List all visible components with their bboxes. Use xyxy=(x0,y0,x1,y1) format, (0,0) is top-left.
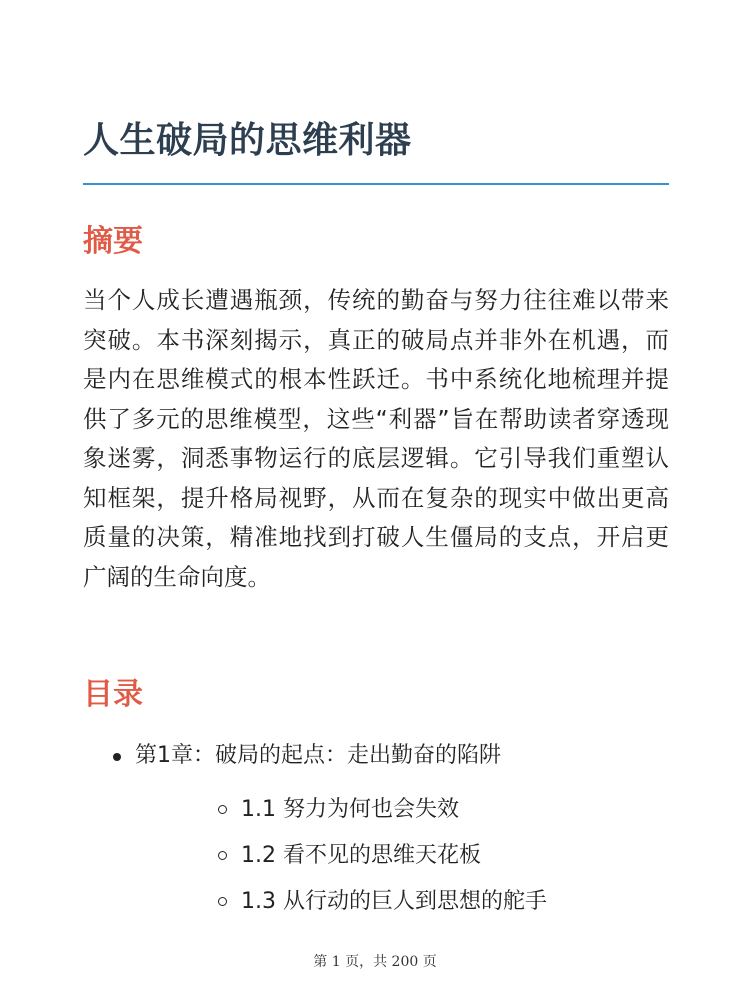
toc-chapter-1 xyxy=(83,733,669,925)
toc-section-1-3 xyxy=(135,879,669,925)
abstract-heading: 摘要 xyxy=(83,224,143,259)
abstract-paragraph: 当个人成长遭遇瓶颈，传统的勤奋与努力往往难以带来突破。本书深刻揭示，真正的破局点并非外在机遇，而是内在思维模式的根本性跃迁。书中系统化地梳理并提供了多元的思维模型，这些“利器”旨在帮助读者穿透现象迷雾，洞悉事物运行的底层逻辑。它引导我们重塑认知框架，提升格局视野，从而在复杂的现实中做出更高质量的决策，精准地找到打破人生僵局的支点，开启更广阔的生命向度。 xyxy=(83,286,669,591)
document-page xyxy=(83,0,669,1000)
toc-section-label: 1.3 从行动的巨人到思想的舵手 xyxy=(241,889,547,914)
bullet-disc-icon xyxy=(113,753,121,761)
bullet-circle-icon xyxy=(218,897,227,906)
toc-section-1-2 xyxy=(135,833,669,879)
toc-section-label: 1.1 努力为何也会失效 xyxy=(241,797,459,822)
toc-sublist xyxy=(135,787,669,925)
bullet-circle-icon xyxy=(218,805,227,814)
page-number-footer: 第 1 页，共 200 页 xyxy=(313,954,437,970)
toc-section-1-1 xyxy=(135,787,669,833)
toc-section-label: 1.2 看不见的思维天花板 xyxy=(241,843,481,868)
toc-list xyxy=(83,733,669,925)
bullet-circle-icon xyxy=(218,851,227,860)
toc-heading: 目录 xyxy=(83,677,143,712)
document-title: 人生破局的思维利器 xyxy=(83,120,412,161)
toc-chapter-label: 第1章：破局的起点：走出勤奋的陷阱 xyxy=(135,743,501,768)
title-divider xyxy=(83,183,669,185)
